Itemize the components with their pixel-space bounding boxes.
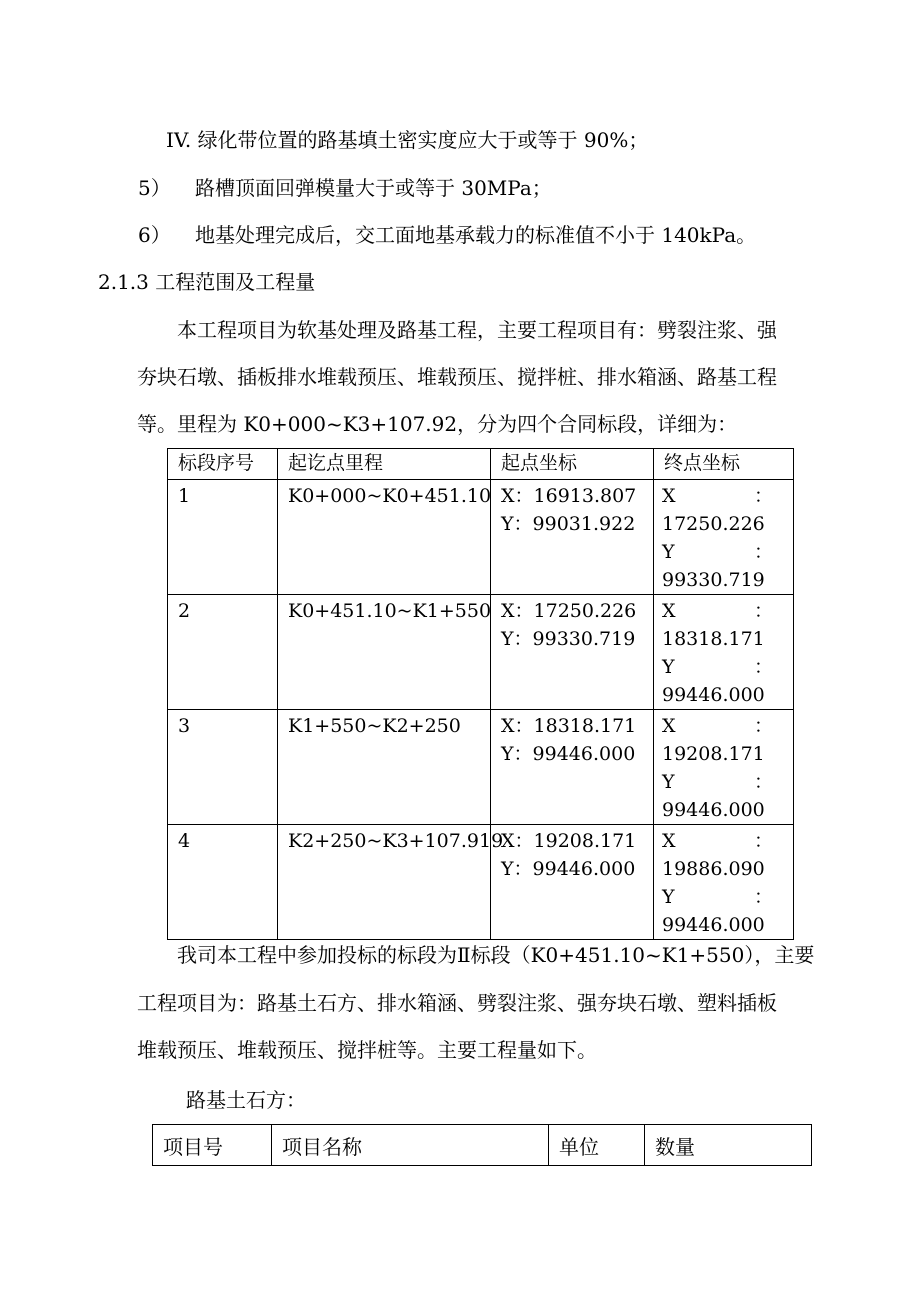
start-x: X：17250.226 [501, 600, 637, 622]
header-chainage: 起讫点里程 [278, 449, 491, 480]
header-unit: 单位 [549, 1125, 645, 1166]
bid-paragraph-line-1: 我司本工程中参加投标的标段为Ⅱ标段（K0+451.10~K1+550），主要 [177, 943, 815, 967]
chainage-range: K0+000~K0+451.10 [278, 480, 491, 595]
end-x-sep: ： [753, 600, 773, 622]
table-row [168, 595, 794, 710]
intro-paragraph-line-1: 本工程项目为软基处理及路基工程，主要工程项目有：劈裂注浆、强 [177, 318, 777, 342]
intro-paragraph-line-2: 夯块石墩、插板排水堆载预压、堆载预压、搅拌桩、排水箱涵、路基工程 [137, 365, 777, 389]
chainage-range: K1+550~K2+250 [278, 710, 491, 825]
end-coord [654, 480, 794, 595]
end-y: 99330.719 [662, 569, 765, 591]
end-y-sep: ： [753, 541, 773, 563]
end-x: 19208.171 [662, 743, 765, 765]
end-y: 99446.000 [662, 799, 765, 821]
end-x: 17250.226 [662, 513, 765, 535]
header-end-coord: 终点坐标 [654, 449, 794, 480]
end-x-sep: ： [753, 830, 773, 852]
end-coord [654, 825, 794, 940]
start-y: Y：99031.922 [501, 513, 636, 535]
end-y-sep: ： [753, 886, 773, 908]
end-y: 99446.000 [662, 684, 765, 706]
header-segment-no: 标段序号 [168, 449, 278, 480]
segment-no: 4 [168, 825, 278, 940]
end-y-sep: ： [753, 771, 773, 793]
start-y: Y：99330.719 [501, 628, 636, 650]
end-coord [654, 710, 794, 825]
bid-paragraph-line-3: 堆载预压、堆载预压、搅拌桩等。主要工程量如下。 [137, 1038, 597, 1062]
start-y: Y：99446.000 [501, 858, 636, 880]
header-item-no: 项目号 [153, 1125, 272, 1166]
segment-table [167, 448, 794, 940]
start-coord [491, 595, 654, 710]
segment-table-header [168, 449, 794, 480]
requirement-item-6-number: 6） [138, 223, 171, 247]
table-row [168, 710, 794, 825]
earthwork-label: 路基土石方： [186, 1088, 306, 1112]
end-x: 18318.171 [662, 628, 765, 650]
start-y: Y：99446.000 [501, 743, 636, 765]
end-y: 99446.000 [662, 914, 765, 936]
bid-paragraph-line-2: 工程项目为：路基土石方、排水箱涵、劈裂注浆、强夯块石墩、塑料插板 [137, 991, 777, 1015]
end-y-label: Y [662, 771, 675, 793]
start-x: X：16913.807 [501, 485, 637, 507]
header-quantity: 数量 [645, 1125, 812, 1166]
requirement-item-5-text: 路槽顶面回弹模量大于或等于 30MPa； [195, 176, 552, 200]
requirement-item-5-number: 5） [138, 176, 171, 200]
requirement-item-6-text: 地基处理完成后，交工面地基承载力的标准值不小于 140kPa。 [195, 223, 757, 247]
start-x: X：18318.171 [501, 715, 637, 737]
segment-no: 1 [168, 480, 278, 595]
table-row [168, 480, 794, 595]
intro-paragraph-line-3: 等。里程为 K0+000~K3+107.92，分为四个合同标段，详细为： [137, 412, 738, 436]
segment-no: 2 [168, 595, 278, 710]
header-item-name: 项目名称 [272, 1125, 549, 1166]
quantity-table-header [153, 1125, 812, 1166]
end-x-label: X [662, 830, 676, 852]
start-coord [491, 710, 654, 825]
end-x-label: X [662, 715, 676, 737]
start-x: X：19208.171 [501, 830, 637, 852]
end-y-label: Y [662, 886, 675, 908]
chainage-range: K0+451.10~K1+550 [278, 595, 491, 710]
end-coord [654, 595, 794, 710]
chainage-range: K2+250~K3+107.919 [278, 825, 491, 940]
quantity-table [152, 1124, 812, 1166]
end-x-label: X [662, 600, 676, 622]
segment-no: 3 [168, 710, 278, 825]
end-x-sep: ： [753, 485, 773, 507]
end-y-label: Y [662, 541, 675, 563]
end-x: 19886.090 [662, 858, 765, 880]
end-x-label: X [662, 485, 676, 507]
table-row [168, 825, 794, 940]
end-y-sep: ： [753, 656, 773, 678]
start-coord [491, 825, 654, 940]
start-coord [491, 480, 654, 595]
end-y-label: Y [662, 656, 675, 678]
header-start-coord: 起点坐标 [491, 449, 654, 480]
end-x-sep: ： [753, 715, 773, 737]
section-heading: 2.1.3 工程范围及工程量 [98, 270, 316, 294]
requirement-item-iv: IV. 绿化带位置的路基填土密实度应大于或等于 90%； [166, 128, 649, 152]
